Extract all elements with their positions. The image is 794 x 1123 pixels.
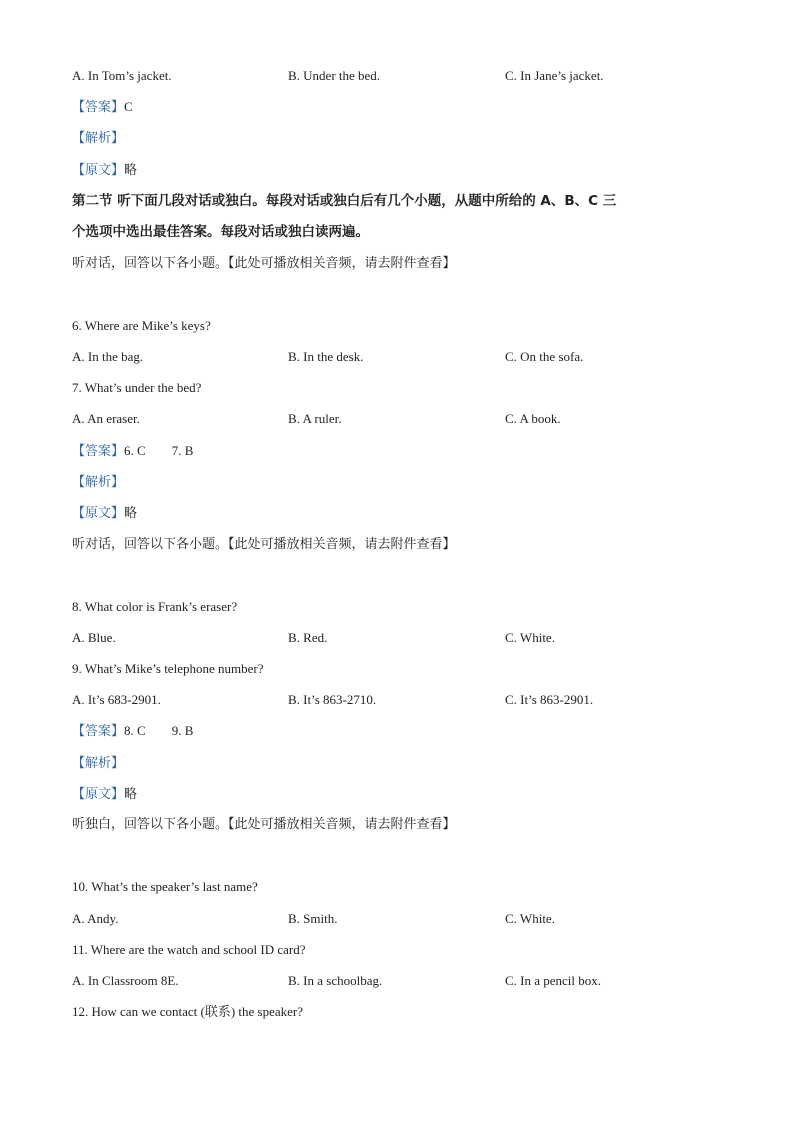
answer-value: C [124, 99, 133, 114]
q8-option-c: C. White. [505, 630, 555, 645]
q7-option-b: B. A ruler. [288, 411, 342, 426]
q7-option-c: C. A book. [505, 411, 561, 426]
answer-tag: 【答案】 [72, 724, 125, 739]
q10-option-a: A. Andy. [72, 911, 119, 926]
original-tag: 【原文】 [72, 163, 125, 178]
q8-question: 8. What color is Frank’s eraser? [72, 599, 238, 614]
q9-question: 9. What’s Mike’s telephone number? [72, 661, 264, 676]
group2-original-line [72, 785, 137, 804]
q9-option-b: B. It’s 863-2710. [288, 692, 377, 707]
q6-option-b: B. In the desk. [288, 349, 364, 364]
group1-intro: 听对话，回答以下各小题。【此处可播放相关音频，请去附件查看】 [72, 256, 456, 271]
q10-option-c: C. White. [505, 911, 555, 926]
q9-option-a: A. It’s 683-2901. [72, 692, 161, 707]
section2-heading-line1: 第二节 听下面几段对话或独白。每段对话或独白后有几个小题，从题中所给的 A、B、C 三 [72, 193, 617, 209]
q6-question: 6. Where are Mike’s keys? [72, 318, 211, 333]
original-value: 略 [124, 787, 138, 802]
answer-tag: 【答案】 [72, 444, 125, 459]
original-value: 略 [124, 163, 138, 178]
q5-answer-line [72, 98, 133, 117]
group1-original-line [72, 504, 137, 523]
q11-question: 11. Where are the watch and school ID card? [72, 942, 306, 957]
q5-option-b: B. Under the bed. [288, 68, 381, 83]
section2-heading-line2: 个选项中选出最佳答案。每段对话或独白读两遍。 [72, 224, 369, 240]
q5-option-a: A. In Tom’s jacket. [72, 68, 172, 83]
original-value: 略 [124, 506, 138, 521]
q6-option-a: A. In the bag. [72, 349, 144, 364]
q11-option-a: A. In Classroom 8E. [72, 973, 179, 988]
answer-value-8: 8. C [124, 723, 146, 738]
q10-question: 10. What’s the speaker’s last name? [72, 879, 258, 894]
q8-option-a: A. Blue. [72, 630, 116, 645]
q11-option-b: B. In a schoolbag. [288, 973, 383, 988]
q12-question: 12. How can we contact (联系) the speaker? [72, 1004, 304, 1019]
q11-option-c: C. In a pencil box. [505, 973, 602, 988]
q5-analysis-line [72, 129, 124, 148]
group1-analysis-line [72, 473, 124, 492]
group2-answer-line [72, 722, 193, 741]
analysis-tag: 【解析】 [72, 756, 125, 771]
group2-intro: 听对话，回答以下各小题。【此处可播放相关音频，请去附件查看】 [72, 537, 456, 552]
q7-option-a: A. An eraser. [72, 411, 140, 426]
q10-option-b: B. Smith. [288, 911, 338, 926]
answer-tag: 【答案】 [72, 100, 125, 115]
q5-option-c: C. In Jane’s jacket. [505, 68, 604, 83]
q8-option-b: B. Red. [288, 630, 328, 645]
group2-analysis-line [72, 754, 124, 773]
analysis-tag: 【解析】 [72, 475, 125, 490]
original-tag: 【原文】 [72, 787, 125, 802]
q5-original-line [72, 161, 137, 180]
analysis-tag: 【解析】 [72, 131, 125, 146]
answer-value-6: 6. C [124, 443, 146, 458]
q7-question: 7. What’s under the bed? [72, 380, 202, 395]
group3-intro: 听独白，回答以下各小题。【此处可播放相关音频，请去附件查看】 [72, 817, 456, 832]
original-tag: 【原文】 [72, 506, 125, 521]
q6-option-c: C. On the sofa. [505, 349, 584, 364]
answer-value-9: 9. B [171, 723, 194, 738]
answer-value-7: 7. B [171, 443, 194, 458]
group1-answer-line [72, 442, 193, 461]
q9-option-c: C. It’s 863-2901. [505, 692, 594, 707]
